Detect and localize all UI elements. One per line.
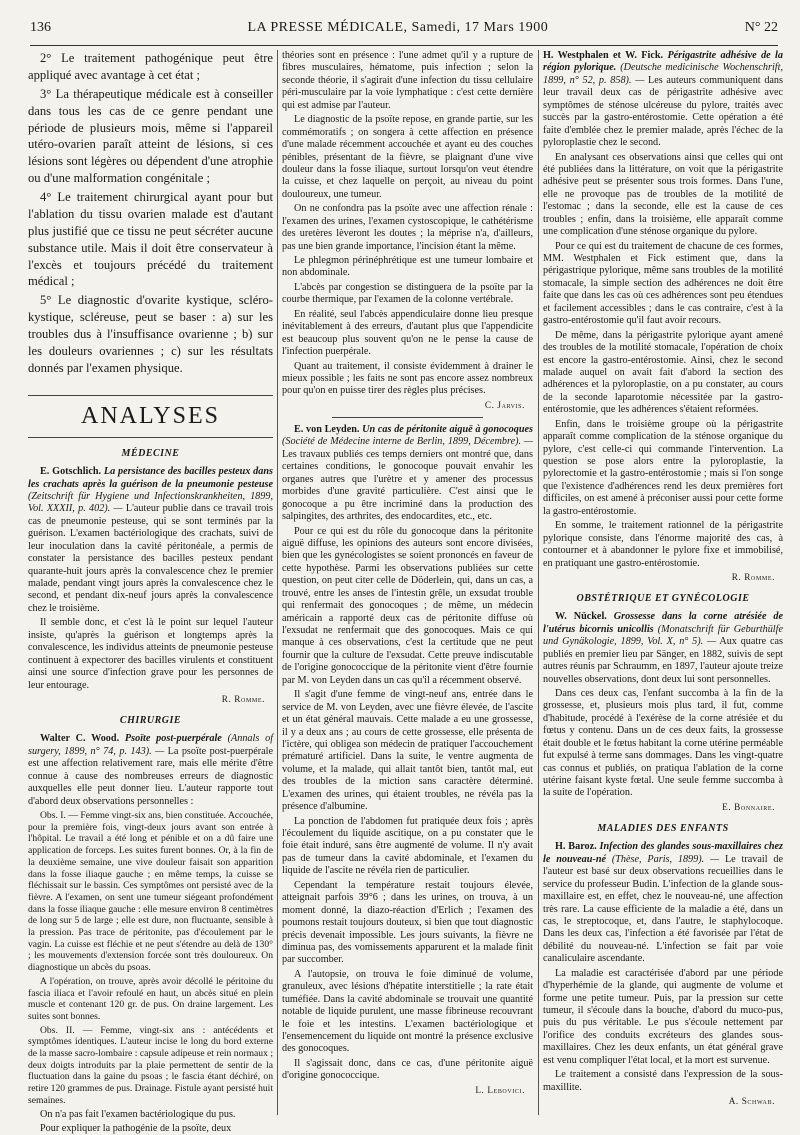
article-reference: (Société de Médecine interne de Berlin, 1899, Décembre). — xyxy=(282,436,533,448)
article-intro xyxy=(28,466,273,615)
paragraph: Cependant la température restait toujours élevée, atteignait parfois 39°6 ; dans les urines, on trouva, à un moment donné, la diazo-réaction d'Erlich ; l'examen des poumons restait toujours douteux, si bien que tout diagnostic précis devenait impossible. Les jours suivants, la fièvre ne diminua pas, des vomissements apparurent et la malade finit par succomber. xyxy=(282,879,533,966)
page-number: 136 xyxy=(30,20,51,35)
observation: A l'opération, on trouve, après avoir décollé le péritoine du fascia iliaca et l'avoir refoulé en haut, un abcès situé en plein muscle et contenant 120 gr. de pus. On draine largement. Les suites sont bonnes. xyxy=(28,975,273,1022)
signature: R. Romme. xyxy=(221,693,265,704)
article-title: Grossesse dans la corne atrésiée de l'utérus bicornis unicollis xyxy=(543,611,783,635)
paragraph: La psoïte post-puerpérale est une affection relativement rare, mais elle mérite d'être connue à cause des nombreuses erreurs de diagnostic auxquelles elle peut donner lieu. L'auteur rapporte tout d'abord deux observations personnelles : xyxy=(28,745,273,807)
column-3 xyxy=(543,50,783,1115)
page-header xyxy=(30,20,778,46)
column-divider xyxy=(538,50,539,1115)
article-author: Walter C. Wood. xyxy=(40,733,120,745)
paragraph: Le traitement a consisté dans l'expression de la sous-maxillite. xyxy=(543,1069,783,1093)
article-author: E. von Leyden. xyxy=(294,424,360,436)
paragraph: On ne confondra pas la psoïte avec une affection rénale : l'examen des urines, l'examen cystoscopique, le cathétérisme des uretères lèveront les doutes ; la méprise n'a, d'ailleurs, pas une bien grande importance, l'incision étant la même. xyxy=(282,203,533,252)
paragraph: L'abcès par congestion se distinguera de la psoïte par la courbe thermique, par l'examen de la colonne vertébrale. xyxy=(282,281,533,306)
section-heading-obstetrique: OBSTÉTRIQUE ET GYNÉCOLOGIE xyxy=(576,593,750,605)
article-intro xyxy=(282,424,533,524)
paragraph: Il s'agissait donc, dans ce cas, d'une péritonite aiguë d'origine gonococcique. xyxy=(282,1057,533,1082)
article-intro xyxy=(28,733,273,808)
paragraph: Aux quatre cas publiés en premier lieu par Sänger, en 1882, suivis de sept autres réunis par Schraumm, en 1897, l'auteur ajoute treize nouvelles observations, dont deux lui sont personnelles. xyxy=(543,636,783,685)
paragraph: Les auteurs communiquent dans leur travail deux cas de périgastrite adhésive avec symptômes de sténose ulcéreuse du pylore, traités avec succès par la gastro-entérostomie. Cette opération a été faite d'emblée chez le premier malade, après l'échec de la pyloroplastie chez le second. xyxy=(543,74,783,149)
paragraph: En somme, le traitement rationnel de la périgastrite pylorique consiste, dans l'énorme majorité des cas, à contourner et à abandonner le pylore fixe et immobilisé, en pratiquant une gastro-entérostomie. xyxy=(543,520,783,569)
article-reference: (Thèse, Paris, 1899). — xyxy=(611,853,720,865)
paragraph: A l'autopsie, on trouva le foie diminué de volume, granuleux, avec lésions d'hépatite interstitielle ; la rate était tuméfiée. Dans la cavité abdominale se trouvait une quantité notable de liquide purulent, une masse fibrineuse recouvrant le foie et les intestins. L'examen bactériologique et l'ensemencement du liquide ont montré la présence exclusive des gonocoques. xyxy=(282,968,533,1055)
paragraph: En analysant ces observations ainsi que celles qui ont été publiées dans la littérature, on voit que la périgastrite adhésive peut se présenter sous trois formes. Dans l'une, elle ne provoque pas de troubles de la motilité de l'estomac ; dans la seconde, elle est la cause de ces troubles ; enfin, dans la troisième, elle apparaît comme une complication d'une sténose organique du pylore. xyxy=(543,151,783,238)
signature: C. Jarvis. xyxy=(484,399,525,410)
conclusion-item: 3° La thérapeutique médicale est à conseiller dans tous les cas de ce genre pendant une période de plusieurs mois, même si l'appareil utéro-ovarien paraît atteint de lésions, si ces lésions sont légères ou dépendent d'une atrophie ou d'une malformation congénitale ; xyxy=(28,86,273,186)
article-author: H. Baroz. xyxy=(555,841,597,853)
observation: Obs. II. — Femme, vingt-six ans : antécédents et symptômes identiques. L'auteur incise le long du bord externe de la masse sacro-lombaire : capsule adipeuse et rein normaux ; deux doigts introduits par la plaie permettent de sentir de la fluctuation dans la gaine du psoas ; le fascia étant déchiré, on retire 120 grammes de pus. Drainage. Fistule ayant persisté huit semaines. xyxy=(28,1024,273,1106)
paragraph: Quant au traitement, il consiste évidemment à drainer le mieux possible ; les faits ne sont pas encore assez nombreux pour qu'on en puisse tirer des règles plus précises. xyxy=(282,360,533,397)
section-heading-enfants: MALADIES DES ENFANTS xyxy=(597,823,729,835)
article-author: E. Gotschlich. xyxy=(40,466,102,478)
analyses-title: ANALYSES xyxy=(28,395,273,438)
column-2 xyxy=(282,50,533,1115)
article-reference: (Annals of surgery, 1899, n° 74, p. 143). — xyxy=(28,733,274,757)
paragraph: Pour ce qui est du rôle du gonocoque dans la péritonite aiguë diffuse, les opinions des auteurs sont encore divisées, bien que les gynécologistes se soient prononcés en faveur de cette hypothèse. Parmi les observations publiées sur cette question, on peut citer celle de Döderlein, qui, dans un cas, a trouvé, entre les anses de l'intestin grêle, un exsudat trouble qui renfermait des gonocoques ; de même, un médecin américain a rapporté deux cas de péritonite diffuse où l'exsudat ne renfermait que des gonocoques. Mais ce qui manque à ces observations, c'est la certitude que ne peut fournir que la culture de l'exsudat. Cette preuve indiscutable de l'origine gonococcique de la péritonite vient d'être fournie par M. von Leyden dans un cas qu'il a récemment observé. xyxy=(282,525,533,686)
article-title: Périgastrite adhésive de la région pylorique. xyxy=(543,50,783,74)
article-author: W. Nückel. xyxy=(555,611,607,623)
article-title: Infection des glandes sous-maxillaires chez le nouveau-né xyxy=(543,841,783,865)
column-1 xyxy=(28,50,274,1134)
article-title: Psoïte post-puerpérale xyxy=(124,733,222,745)
article-reference: (Monatschrift für Geburthülfe und Gynäkologie, 1899, Vol. X, n° 5). — xyxy=(543,623,783,648)
conclusions-list xyxy=(28,50,273,377)
article-reference: (Zeitschrift für Hygiene und Infectionskrankheiten, 1899, Vol. XXXII, p. 402). — xyxy=(28,490,273,515)
conclusion-item: 4° Le traitement chirurgical ayant pour but l'ablation du tissu ovarien malade est d'autant plus justifié que ce tissu ne peut sécréter aucune substance utile. Mais il doit être conservateur à l'excès et toujours précédé du traitement médical ; xyxy=(28,190,273,289)
conclusion-item: 5° Le diagnostic d'ovarite kystique, scléro-kystique, scléreuse, peut se baser : a) sur les troubles dus à l'insuffisance ovarienne ; b) sur les douleurs ovariennes ; c) sur les résultats donnés par l'examen physique. xyxy=(28,293,273,375)
article-author: H. Westphalen et W. Fick. xyxy=(543,50,664,61)
article-intro xyxy=(543,50,783,150)
journal-title: LA PRESSE MÉDICALE, Samedi, 17 Mars 1900 xyxy=(247,20,549,35)
article-intro xyxy=(543,841,783,965)
signature: R. Romme. xyxy=(731,571,775,582)
article-intro xyxy=(543,611,783,686)
article-title: La persistance des bacilles pesteux dans les crachats après la guérison de la pneumonie pesteuse xyxy=(28,466,273,490)
paragraph: Le phlegmon périnéphrétique est une tumeur lombaire et non abdominale. xyxy=(282,255,533,279)
section-heading-medecine: MÉDECINE xyxy=(121,447,180,459)
paragraph: Le diagnostic de la psoïte repose, en grande partie, sur les commémoratifs ; on songera à cette affection en présence d'une malade récemment accouchée et ayant eu des couches pénibles, présentant de la fièvre, se plaignant d'une vive douleur dans la fosse iliaque, surtout lorsqu'on veut étendre la cuisse, et chez laquelle on perçoit, au niveau du point douloureux, une tumeur. xyxy=(282,114,533,200)
paragraph: Il s'agit d'une femme de vingt-neuf ans, entrée dans le service de M. von Leyden, avec une fièvre élevée, de l'ascite et un état général mauvais. Cette malade a eu une grossesse, il y a deux ans ; au cours de cette grossesse, elle présenta de l'ictère, qui obligea son médecin de pratiquer l'accouchement prématuré artificiel. Dans la suite, le ventre augmenta de volume, et la malade, qui allait tantôt bien, tantôt mal, eut des troubles de la miction sans caractère déterminé. L'examen des urines, qui étaient troubles, ne révéla pas la présence d'albumine. xyxy=(282,689,533,813)
signature: A. Schwab. xyxy=(728,1096,775,1107)
paragraph: La maladie est caractérisée d'abord par une période d'hyperhémie de la glande, qui augmente de volume et forme une petite tumeur. Puis, par la pression sur cette tumeur, il s'écoule dans la bouche, d'abord du muco-pus, puis du pus véritable. Le pus s'écoule nettement par l'orifice des conduits excréteurs des glandes sous-maxillaires. Chez les deux enfants, un état général grave est venu compliquer l'état local, et la mort est survenue. xyxy=(543,967,783,1066)
paragraph: Le travail de l'auteur est basé sur deux observations recueillies dans le service du professeur Budin. L'infection de la glande sous-maxillaire est, en effet, chez le nouveau-né, une affection très rare. La cause efficiente de la maladie a été, dans un cas, le streptocoque, et, dans l'autre, le staphylocoque. Dans les deux cas, l'infection a été favorisée par l'état de débilité du nouveau-né. L'infection se fait par voie canaliculaire ascendante. xyxy=(543,853,784,965)
column-divider xyxy=(277,50,278,1115)
paragraph: L'auteur publie dans ce travail trois cas de pneumonie pesteuse, qui se sont terminés par la guérison. L'examen bactériologique des crachats, suivi de leur inoculation dans la cavité péritonéale, a permis de constater la persistance des bacilles pesteux pendant quarante-huit jours après la convalescence chez le premier malade, pendant vingt jours après la convalescence chez le second, et pendant dix-neuf jours après la convalescence chez le troisième. xyxy=(28,503,274,614)
paragraph: Enfin, dans le troisième groupe où la périgastrite apparaît comme complication de la sténose organique du pylore, c'est celle-ci qui commande l'intervention. La question se pose alors entre la pyloroplastie, la pylorectomie et la gastro-entérostomie ; mais si l'on songe que l'existence d'adhérences rend les deux premières fort difficiles, on est amené à préconiser aussi pour cette forme la gastro-entérostomie. xyxy=(543,418,783,517)
paragraph: théories sont en présence : l'une admet qu'il y a rupture de fibres musculaires, hématome, puis infection ; selon la seconde théorie, il s'agirait d'une infection du tissu cellulaire péri-musculaire par la voie lymphatique : c'est cette dernière qui est admise par l'auteur. xyxy=(282,50,533,111)
conclusion-item: 2° Le traitement pathogénique peut être appliqué avec avantage à cet état ; xyxy=(28,51,273,82)
paragraph: Les travaux publiés ces temps derniers ont montré que, dans certaines conditions, le gonocoque pouvait envahir les organes autres que l'urètre et y amener des processus morbides d'une gravité particulière. C'est ainsi que le gonocoque a pu être incriminé dans la production des salpingites, des arthrites, des endocardites, etc., etc. xyxy=(282,448,533,523)
signature: L. Lebovici. xyxy=(475,1084,525,1095)
separator xyxy=(332,417,483,418)
issue-number: N° 22 xyxy=(744,20,778,35)
paragraph: On n'a pas fait l'examen bactériologique du pus. xyxy=(40,1108,236,1120)
paragraph: Dans ces deux cas, l'enfant succomba à la fin de la grossesse, et, plusieurs mois plus tard, il fut, comme d'habitude, procédé à l'exérèse de la corne atrésiée et du fœtus y contenu. Dans un de ces deux faits, la grossesse était double et le fœtus habitant la corne utérine perméable fut expulsé à terme sans dommages. Dans les vingt-quatre cas connus et publiés, on pratiqua l'ablation de la corne utérine faisant kyste fœtal. Une seule femme succomba à la suite de l'opération. xyxy=(543,687,783,799)
paragraph: En réalité, seul l'abcès appendiculaire donne lieu presque inévitablement à des erreurs, d'autant plus que l'appendicite est beaucoup plus souvent qu'on ne le pense la cause de l'infection puerpérale. xyxy=(282,308,533,358)
paragraph: Pour expliquer la pathogénie de la psoïte, deux xyxy=(40,1123,232,1134)
observation: Obs. I. — Femme vingt-six ans, bien constituée. Accouchée, pour la première fois, vingt-deux jours avant son entrée à l'hôpital. Le travail a été long et pénible et on a dû faire une application de forceps. Les suites furent bonnes. Or, à la fin de la deuxième semaine, une vive douleur faisait son apparition dans la fosse iliaque gauche ; en même temps, la cuisse se fléchissait sur le bassin. Ces symptômes ont persisté avec de la fièvre. A l'examen, on sent une tumeur siégeant profondément dans la fosse iliaque gauche : elle mesure environ 8 centimètres de long sur 5 de large ; elle est dure, non fluctuante, sensible à la pression. Pas trace de péritonite, pas d'écoulement par le vagin. La cuisse est fléchie et ne peut s'étendre au delà de 130° ; les mouvements d'extension forcée sont très douloureux. On diagnostique un abcès du psoas. xyxy=(28,809,273,974)
article-reference: (Deutsche medicinische Wochenschrift, 1899, n° 52, p. 858). — xyxy=(543,62,783,86)
paragraph: La ponction de l'abdomen fut pratiquée deux fois ; après l'écoulement du liquide ascitique, on a pu constater que le foie était induré, sans être augmenté de volume. Il n'y avait pas de tumeur dans la cavité abdominale, et l'examen du liquide de l'ascite ne révéla rien de particulier. xyxy=(282,815,533,877)
paragraph: Il semble donc, et c'est là le point sur lequel l'auteur insiste, qu'après la guérison et longtemps après la convalescence, les individus atteints de pneumonie pesteuse continuent à expectorer des bacilles virulents et constituent ainsi une source d'infection grave pour les personnes de leur entourage. xyxy=(28,617,273,691)
signature: E. Bonnaire. xyxy=(722,801,775,812)
paragraph: Pour ce qui est du traitement de chacune de ces formes, MM. Westphalen et Fick estiment que, dans la périgastrique pylorique, même sans troubles de la motilité stomacale, la simple section des adhérences ne doit être faite que dans les cas où ces adhérences sont peu étendues et facilement accessibles ; dans le cas contraire, c'est à la gastro-entérostomie qu'il faut avoir recours. xyxy=(543,240,783,327)
article-title: Un cas de péritonite aiguë à gonocoques xyxy=(362,424,533,436)
paragraph: De même, dans la périgastrite pylorique ayant amené des troubles de la motilité stomacale, l'opération de choix est encore la gastro-entérostomie. Ainsi, chez le second malade auquel on avait fait d'abord la section des adhérences et la pyloroplastie, on a pu constater, au cours de la seconde laparotomie nécessitée par la gastro-entérostomie, que les adhérences s'étaient reformées. xyxy=(543,329,783,416)
section-heading-chirurgie: CHIRURGIE xyxy=(119,715,182,727)
